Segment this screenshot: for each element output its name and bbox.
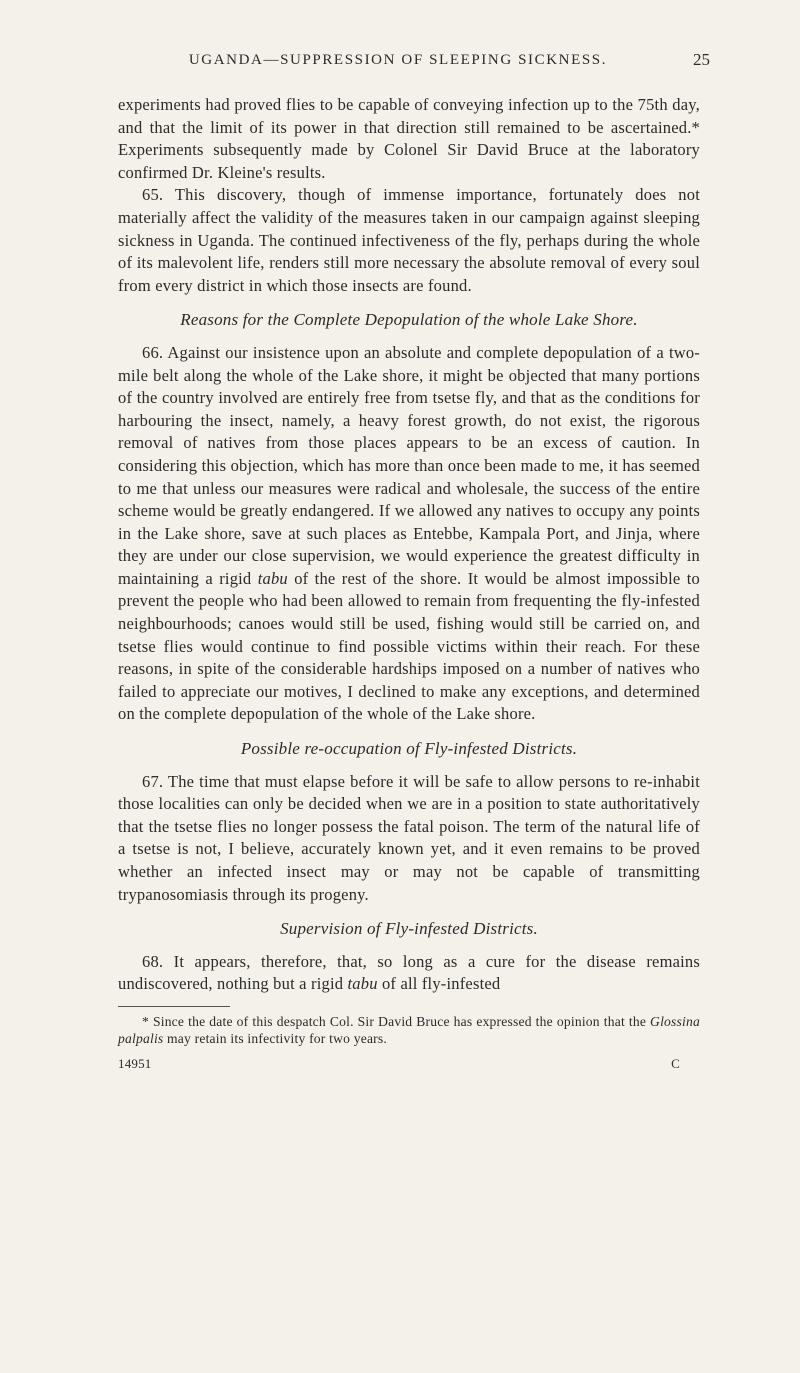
paragraph-66-part-a: 66. Against our insistence upon an absolute and complete depopulation of a two-mile belt along the whole of the Lake shore, it might be objected that many portions of the country involved are entirely free from tsetse fly, and that as the conditions for harbouring the insect, namely, a heavy forest growth, do not exist, the rigorous removal of natives from those places appears to be an excess of caution. In considering this objection, which has more than once been made to me, it has seemed to me that unless our measures were radical and wholesale, the success of the entire scheme would be greatly endangered. If we allowed any natives to occupy any points in the Lake shore, save at such places as Entebbe, Kampala Port, and Jinja, where they are under our close supervision, we would experience the greatest difficulty in maintaining a rigid [118,342,700,588]
page-number: 25 [693,50,710,69]
tabu-term: tabu [347,974,378,994]
section-heading-reoccupation: Possible re-occupation of Fly-infested Districts. [240,739,578,759]
paragraph-67: 67. The time that must elapse before it will be safe to allow persons to re-inhabit those localities can only be decided when we are in a position to state authoritatively that the tsetse flies no longer possess the fatal poison. The term of the natural life of a tsetse is not, I believe, accurately known yet, and it even remains to be proved whether an infected insect may or may not be capable of transmitting trypanosomiasis through its progeny. [118,771,700,904]
print-footer [118,1053,700,1076]
section-heading-depopulation: Reasons for the Complete Depopulation of the whole Lake Shore. [180,310,638,330]
paragraph-68-part-b: of all fly-infested [377,974,501,994]
paragraph-continued: experiments had proved flies to be capable of conveying infection up to the 75th day, and that the limit of its power in that direction still remained to be ascertained.* Experiments subsequently made by Colonel Sir David Bruce at the laboratory confirmed Dr. Kleine's results. [118,95,700,182]
running-title: UGANDA—SUPPRESSION OF SLEEPING SICKNESS. [188,52,608,68]
section-heading-supervision: Supervision of Fly-infested Districts. [280,919,538,939]
footnote [118,1013,700,1047]
footnote-rule [118,1006,230,1007]
paragraph-65: 65. This discovery, though of immense importance, fortunately does not materially affect the validity of the measures taken in our campaign against sleeping sickness in Uganda. The continued infectiveness of the fly, perhaps during the whole of its malevolent life, renders still more necessary the absolute removal of every soul from every district in which those insects are found. [118,185,700,295]
species-name: Glossina palpalis [118,1013,700,1046]
signature-mark: C [671,1055,680,1071]
tabu-term: tabu [257,568,288,588]
footnote-text-a: * Since the date of this despatch Col. Sir David Bruce has expressed the opinion that the [142,1013,651,1029]
body-text [118,94,700,1076]
footnote-text-b: may retain its infectivity for two years. [163,1030,387,1046]
paragraph-68-part-a: 68. It appears, therefore, that, so long as a cure for the disease remains undiscovered, nothing but a rigid [118,951,700,994]
print-code: 14951 [118,1055,152,1071]
paragraph-66 [118,342,700,726]
paragraph-68 [118,951,700,996]
paragraph-66-part-b: of the rest of the shore. It would be almost impossible to prevent the people who had been allowed to remain from frequenting the fly-infested neighbourhoods; canoes would still be used, fishing would still be carried on, and tsetse flies would continue to find possible victims within their reach. For these reasons, in spite of the considerable hardships imposed on a number of natives who failed to appreciate our motives, I declined to make any exceptions, and determined on the complete depopulation of the whole of the Lake shore. [118,568,701,724]
